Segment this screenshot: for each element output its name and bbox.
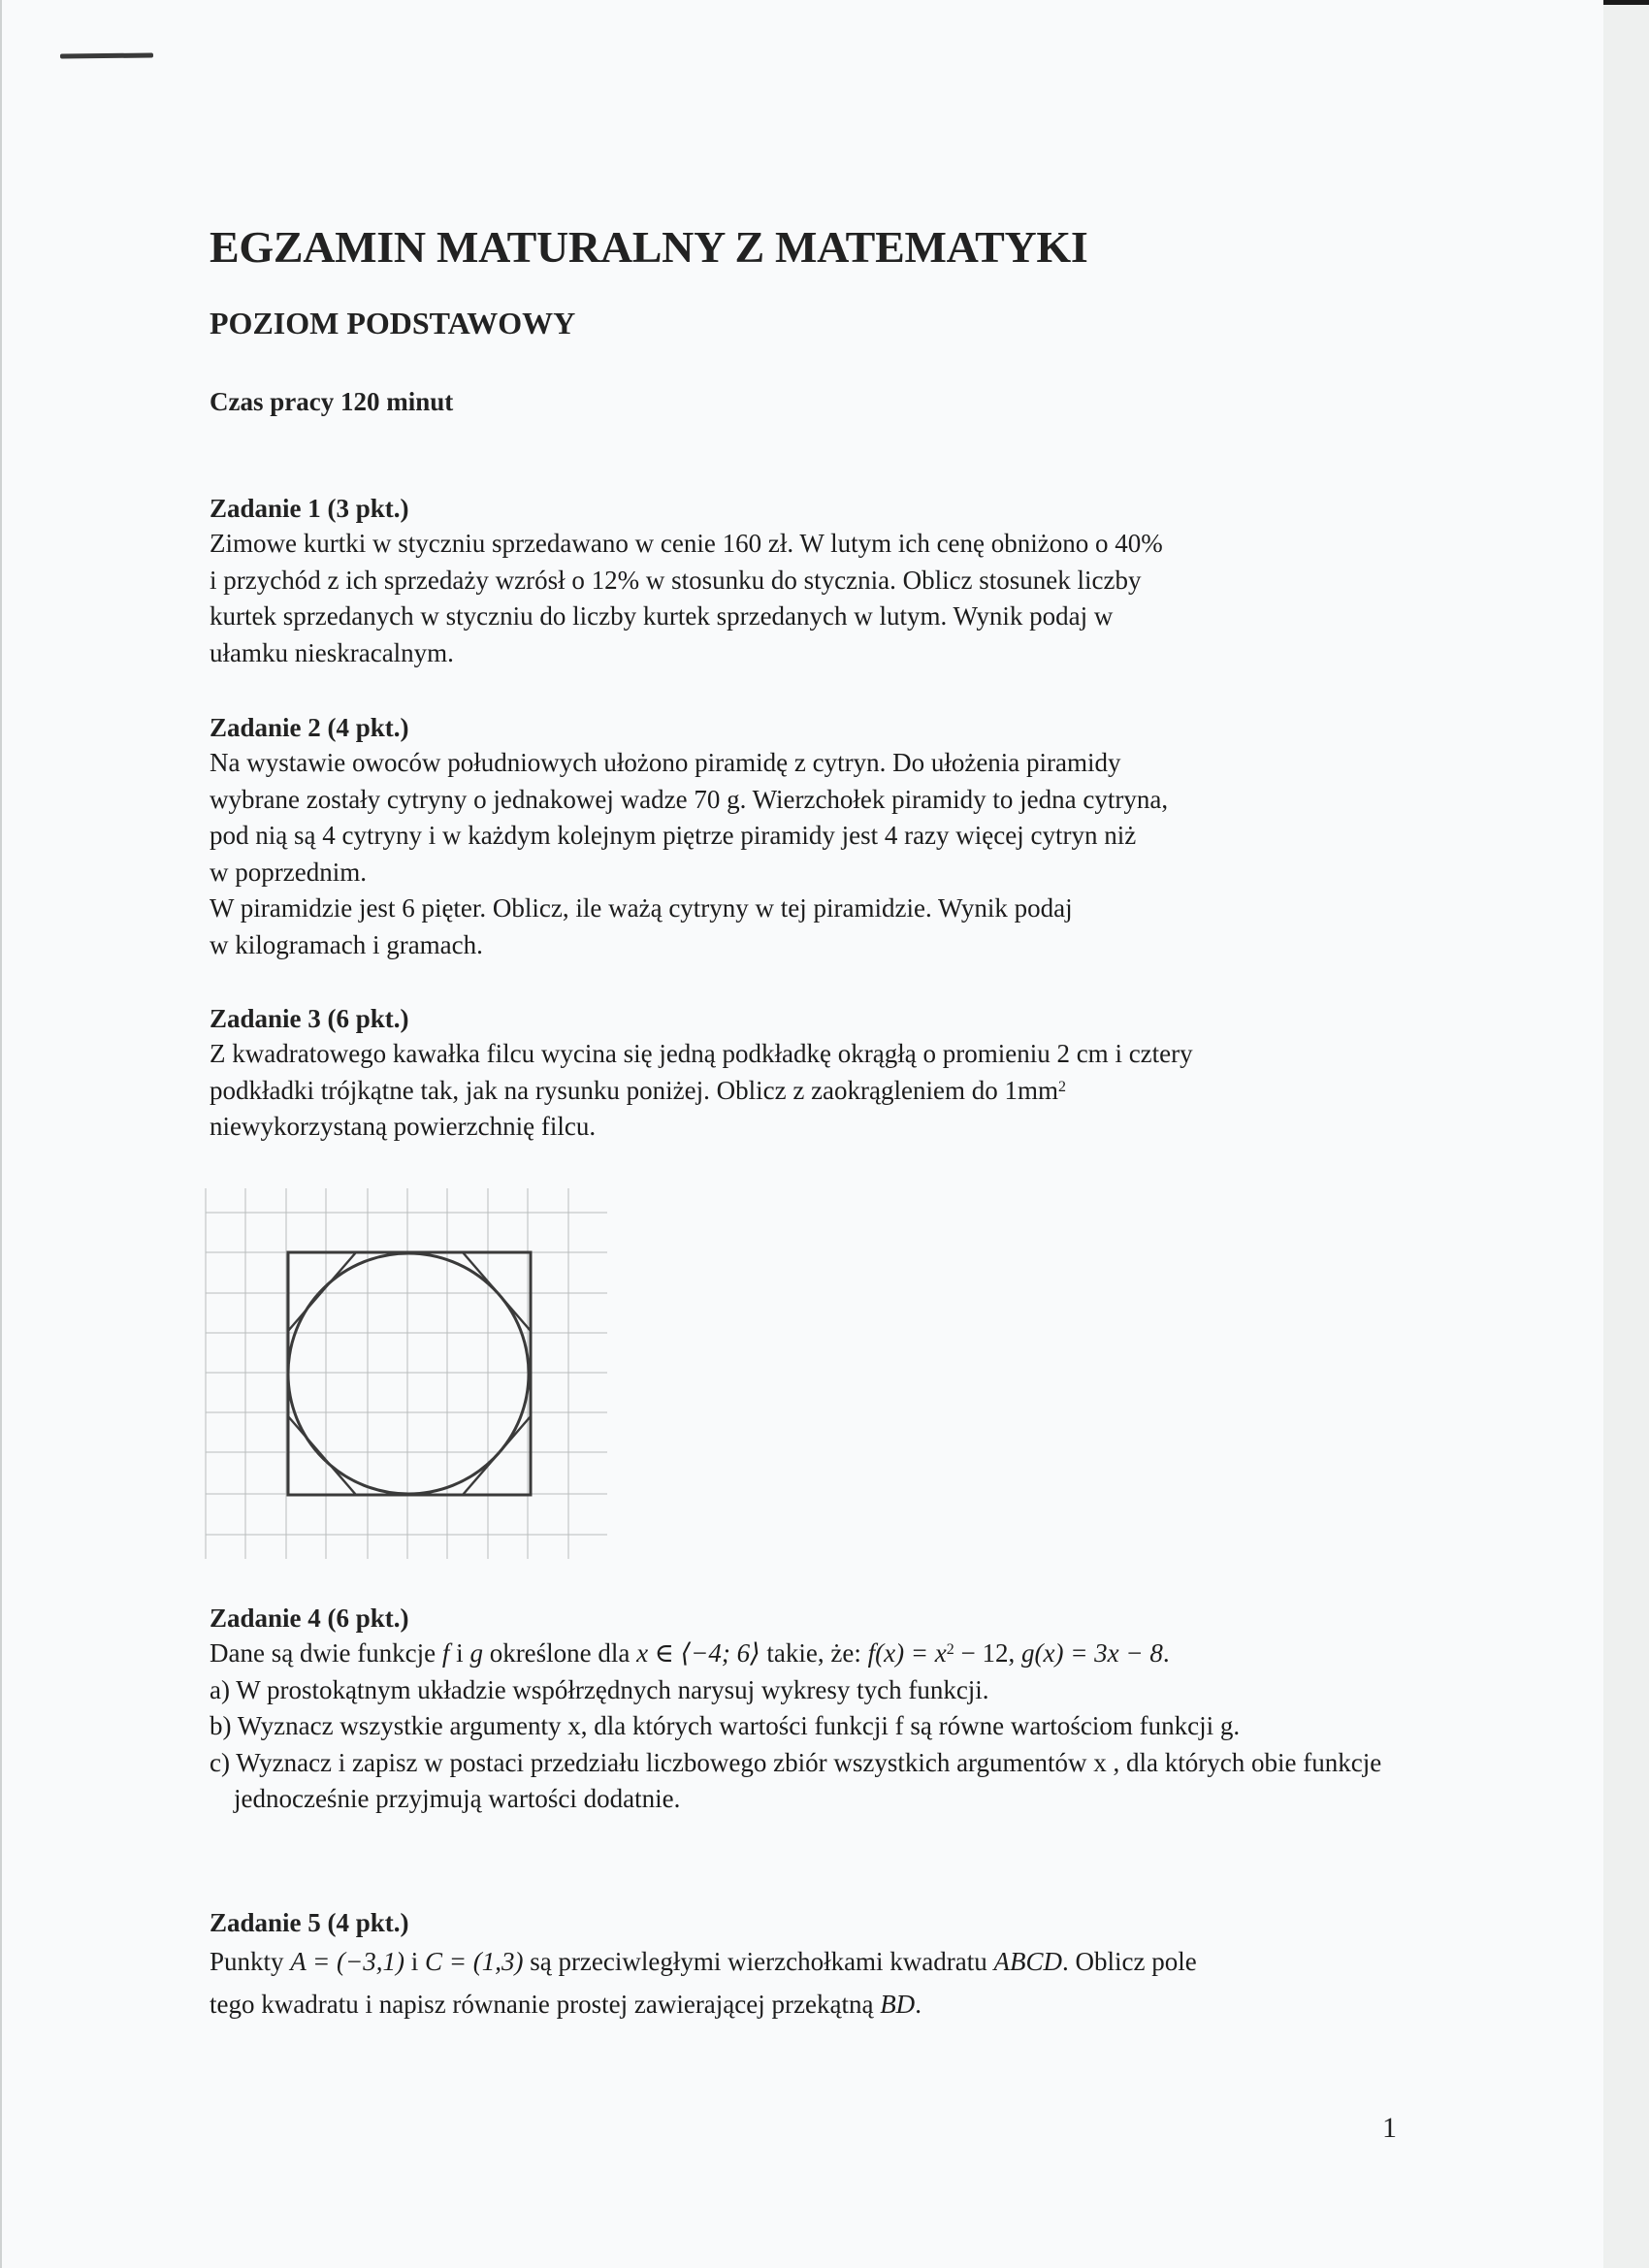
task-heading: Zadanie 2 (4 pkt.) [210, 713, 409, 742]
task-line: i przychód z ich sprzedaży wzrósł o 12% w stosunku do stycznia. Oblicz stosunek liczby [210, 565, 1142, 595]
text: i [404, 1947, 425, 1976]
grid [206, 1188, 607, 1559]
g-definition: g(x) = 3x − 8 [1021, 1638, 1163, 1668]
exponent: 2 [946, 1641, 954, 1658]
task-1 [210, 491, 1412, 671]
task-3 [210, 1001, 1412, 1146]
task-line: w poprzednim. [210, 857, 367, 887]
task-line: Na wystawie owoców południowych ułożono piramidę z cytryn. Do ułożenia piramidy [210, 748, 1121, 777]
text: określone dla [482, 1638, 637, 1668]
triangle-coaster-bl [288, 1416, 356, 1495]
felt-shape [288, 1252, 531, 1495]
text: są przeciwległymi wierzchołkami kwadratu [523, 1947, 994, 1976]
pen-mark [60, 52, 153, 58]
point-c: C = (1,3) [424, 1947, 524, 1976]
task-heading: Zadanie 5 (4 pkt.) [210, 1908, 409, 1937]
text: − 12, [954, 1638, 1021, 1668]
triangle-coaster-tl [288, 1252, 356, 1331]
task-4 [210, 1601, 1412, 1818]
felt-diagram [194, 1174, 621, 1571]
scan-top-right-bar [1603, 0, 1649, 5]
function-g: g [469, 1638, 483, 1668]
function-f: f [441, 1638, 450, 1668]
task-heading: Zadanie 4 (6 pkt.) [210, 1604, 409, 1633]
task-line-text: podkładki trójkątne tak, jak na rysunku poniżej. Oblicz z zaokrągleniem do 1mm [210, 1075, 1058, 1105]
exam-level: POZIOM PODSTAWOWY [210, 306, 576, 340]
page-number: 1 [1382, 2112, 1397, 2144]
task-line: Z kwadratowego kawałka filcu wycina się jedną podkładkę okrągłą o promieniu 2 cm i cztery [210, 1039, 1193, 1068]
subtask-b: b) Wyznacz wszystkie argumenty x, dla których wartości funkcji f są równe wartościom funkcji g. [210, 1711, 1241, 1740]
text: i [449, 1638, 470, 1668]
text: tego kwadratu i napisz równanie prostej zawierającej przekątną [210, 1990, 881, 2019]
text: Dane są dwie funkcje [210, 1638, 442, 1668]
subtask-c: c) Wyznacz i zapisz w postaci przedziału liczbowego zbiór wszystkich argumentów x , dla których obie funkcje jednocześnie przyjmują wartości dodatnie. [210, 1747, 1382, 1813]
task-line: ułamku nieskracalnym. [210, 637, 454, 667]
task-line: niewykorzystaną powierzchnię filcu. [210, 1112, 597, 1141]
exam-duration: Czas pracy 120 minut [210, 387, 454, 416]
task-line: kurtek sprzedanych w styczniu do liczby kurtek sprzedanych w lutym. Wynik podaj w [210, 601, 1114, 631]
text: Punkty [210, 1947, 291, 1976]
text: . [915, 1990, 922, 2019]
task-line: Zimowe kurtki w styczniu sprzedawano w cenie 160 zł. W lutym ich cenę obniżono o 40% [210, 529, 1163, 558]
text: . [1162, 1638, 1170, 1668]
exam-title: EGZAMIN MATURALNY Z MATEMATYKI [210, 222, 1088, 272]
task-5 [210, 1905, 1412, 2025]
superscript: 2 [1058, 1078, 1066, 1095]
task-line: W piramidzie jest 6 pięter. Oblicz, ile ważą cytryny w tej piramidzie. Wynik podaj [210, 893, 1073, 923]
point-a: A = (−3,1) [290, 1947, 404, 1976]
text: . Oblicz pole [1062, 1947, 1197, 1976]
domain-interval: x ∈ ⟨−4; 6⟩ [636, 1638, 760, 1668]
task-heading: Zadanie 1 (3 pkt.) [210, 494, 409, 523]
square-name: ABCD [993, 1947, 1063, 1976]
task-line: pod nią są 4 cytryny i w każdym kolejnym piętrze piramidy jest 4 razy więcej cytryn niż [210, 821, 1137, 850]
task-2 [210, 710, 1412, 963]
f-definition: f(x) = x [867, 1638, 947, 1668]
task-line [210, 1940, 1412, 1983]
task-line: wybrane zostały cytryny o jednakowej wadze 70 g. Wierzchołek piramidy to jedna cytryna, [210, 784, 1169, 814]
task-line [210, 1983, 1412, 2025]
task-line: w kilogramach i gramach. [210, 929, 483, 959]
task-heading: Zadanie 3 (6 pkt.) [210, 1004, 409, 1033]
triangle-coaster-tr [463, 1252, 531, 1331]
task-intro [210, 1636, 1412, 1672]
triangle-coaster-br [463, 1416, 531, 1495]
diagonal-name: BD [880, 1990, 916, 2019]
scan-left-edge [0, 0, 2, 2268]
subtask-a: a) W prostokątnym układzie współrzędnych narysuj wykresy tych funkcji. [210, 1674, 989, 1704]
text: takie, że: [760, 1638, 868, 1668]
scan-right-edge [1603, 0, 1649, 2268]
task-line [210, 1073, 1412, 1110]
